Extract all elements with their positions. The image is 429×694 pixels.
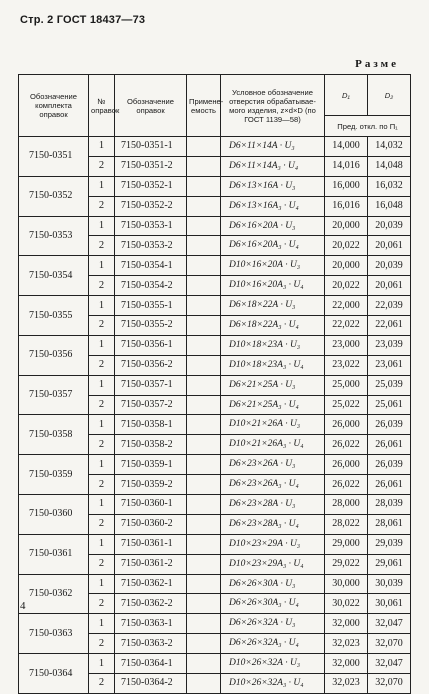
hole-condition: D6×23×26A₃ · U₄: [221, 475, 325, 495]
d1-value: 32,000: [325, 654, 368, 674]
hole-condition: D6×13×16A₃ · U₄: [221, 196, 325, 216]
applicability-cell: [187, 196, 221, 216]
d2-value: 22,039: [368, 296, 411, 316]
d1-value: 14,016: [325, 156, 368, 176]
d2-value: 14,032: [368, 137, 411, 157]
applicability-cell: [187, 514, 221, 534]
kit-designation: 7150-0356: [19, 335, 89, 375]
hole-condition: D6×11×14A · U₃: [221, 137, 325, 157]
d1-value: 20,000: [325, 216, 368, 236]
mandrel-code: 7150-0362-2: [115, 594, 187, 614]
kit-designation: 7150-0364: [19, 654, 89, 694]
mandrel-number: 1: [89, 216, 115, 236]
hole-condition: D6×21×25A₃ · U₄: [221, 395, 325, 415]
mandrel-code: 7150-0351-1: [115, 137, 187, 157]
d2-value: 16,048: [368, 196, 411, 216]
kit-designation: 7150-0354: [19, 256, 89, 296]
d1-value: 23,022: [325, 355, 368, 375]
d1-value: 25,000: [325, 375, 368, 395]
d2-value: 26,061: [368, 435, 411, 455]
applicability-cell: [187, 176, 221, 196]
header-condition: Условное обозначение отверстия обрабатывае-мого изделия, z×d×D (по ГОСТ 1139—58): [221, 75, 325, 137]
mandrel-number: 1: [89, 415, 115, 435]
d2-value: 25,061: [368, 395, 411, 415]
d1-value: 22,022: [325, 316, 368, 336]
hole-condition: D6×18×22A · U₃: [221, 296, 325, 316]
mandrel-number: 2: [89, 435, 115, 455]
mandrel-number: 1: [89, 296, 115, 316]
d1-value: 26,022: [325, 435, 368, 455]
mandrel-code: 7150-0353-2: [115, 236, 187, 256]
table-row: [19, 654, 411, 674]
applicability-cell: [187, 634, 221, 654]
table-row: [19, 137, 411, 157]
d1-value: 26,000: [325, 415, 368, 435]
mandrel-number: 1: [89, 137, 115, 157]
kit-designation: 7150-0355: [19, 296, 89, 336]
d2-value: 23,039: [368, 335, 411, 355]
table-row: [19, 415, 411, 435]
d1-value: 26,022: [325, 475, 368, 495]
header-kit: Обозначение комплекта оправок: [19, 75, 89, 137]
kit-designation: 7150-0363: [19, 614, 89, 654]
kit-designation: 7150-0351: [19, 137, 89, 177]
applicability-cell: [187, 316, 221, 336]
header-d1: D₁: [325, 75, 368, 116]
mandrel-code: 7150-0353-1: [115, 216, 187, 236]
table-row: [19, 176, 411, 196]
applicability-cell: [187, 495, 221, 515]
kit-designation: 7150-0358: [19, 415, 89, 455]
kit-designation: 7150-0362: [19, 574, 89, 614]
kit-designation: 7150-0353: [19, 216, 89, 256]
d2-value: 29,061: [368, 554, 411, 574]
table-body: [19, 137, 411, 694]
applicability-cell: [187, 674, 221, 694]
hole-condition: D6×21×25A · U₃: [221, 375, 325, 395]
applicability-cell: [187, 614, 221, 634]
applicability-cell: [187, 594, 221, 614]
mandrel-number: 2: [89, 674, 115, 694]
table-row: [19, 614, 411, 634]
table-row: [19, 534, 411, 554]
hole-condition: D6×26×32A₃ · U₄: [221, 634, 325, 654]
applicability-cell: [187, 216, 221, 236]
mandrel-code: 7150-0356-2: [115, 355, 187, 375]
hole-condition: D6×23×26A · U₃: [221, 455, 325, 475]
header-no: № оправок: [89, 75, 115, 137]
d1-value: 14,000: [325, 137, 368, 157]
mandrel-code: 7150-0357-2: [115, 395, 187, 415]
table-row: [19, 256, 411, 276]
hole-condition: D10×23×29A₃ · U₄: [221, 554, 325, 574]
applicability-cell: [187, 156, 221, 176]
table-row: [19, 296, 411, 316]
d2-value: 28,039: [368, 495, 411, 515]
mandrel-code: 7150-0362-1: [115, 574, 187, 594]
hole-condition: D10×26×32A₃ · U₄: [221, 674, 325, 694]
mandrel-number: 2: [89, 475, 115, 495]
mandrel-code: 7150-0355-2: [115, 316, 187, 336]
mandrel-code: 7150-0361-2: [115, 554, 187, 574]
mandrel-number: 1: [89, 256, 115, 276]
page-number: 4: [20, 600, 26, 612]
mandrel-number: 2: [89, 316, 115, 336]
hole-condition: D10×18×23A · U₃: [221, 335, 325, 355]
mandrel-number: 2: [89, 514, 115, 534]
hole-condition: D6×23×28A · U₃: [221, 495, 325, 515]
table-row: [19, 216, 411, 236]
mandrel-number: 2: [89, 355, 115, 375]
applicability-cell: [187, 355, 221, 375]
d1-value: 20,022: [325, 236, 368, 256]
applicability-cell: [187, 395, 221, 415]
d1-value: 23,000: [325, 335, 368, 355]
applicability-cell: [187, 435, 221, 455]
hole-condition: D10×23×29A · U₃: [221, 534, 325, 554]
mandrel-number: 2: [89, 196, 115, 216]
d1-value: 32,023: [325, 674, 368, 694]
d1-value: 20,022: [325, 276, 368, 296]
d1-value: 29,000: [325, 534, 368, 554]
mandrel-code: 7150-0364-2: [115, 674, 187, 694]
d2-value: 20,039: [368, 216, 411, 236]
applicability-cell: [187, 256, 221, 276]
mandrel-code: 7150-0364-1: [115, 654, 187, 674]
mandrel-code: 7150-0351-2: [115, 156, 187, 176]
mandrel-code: 7150-0358-1: [115, 415, 187, 435]
applicability-cell: [187, 137, 221, 157]
table-row: [19, 495, 411, 515]
mandrel-number: 1: [89, 574, 115, 594]
d2-value: 32,070: [368, 674, 411, 694]
d1-value: 30,000: [325, 574, 368, 594]
applicability-cell: [187, 554, 221, 574]
table-row: [19, 455, 411, 475]
d1-value: 28,000: [325, 495, 368, 515]
table-row: [19, 375, 411, 395]
d1-value: 32,000: [325, 614, 368, 634]
d2-value: 26,061: [368, 475, 411, 495]
d1-value: 22,000: [325, 296, 368, 316]
mandrel-number: 2: [89, 594, 115, 614]
d1-value: 16,000: [325, 176, 368, 196]
header-tolerance: Пред. откл. по П₁: [325, 116, 411, 137]
mandrel-number: 1: [89, 176, 115, 196]
mandrel-code: 7150-0354-1: [115, 256, 187, 276]
applicability-cell: [187, 574, 221, 594]
mandrel-number: 1: [89, 455, 115, 475]
mandrel-code: 7150-0361-1: [115, 534, 187, 554]
mandrel-number: 2: [89, 554, 115, 574]
page-header: Стр. 2 ГОСТ 18437—73: [20, 14, 146, 26]
table-row: [19, 335, 411, 355]
mandrel-number: 1: [89, 614, 115, 634]
hole-condition: D10×18×23A₃ · U₄: [221, 355, 325, 375]
hole-condition: D6×26×30A · U₃: [221, 574, 325, 594]
applicability-cell: [187, 335, 221, 355]
header-d2: D₂: [368, 75, 411, 116]
d2-value: 30,039: [368, 574, 411, 594]
mandrel-code: 7150-0363-2: [115, 634, 187, 654]
d2-value: 32,047: [368, 614, 411, 634]
d2-value: 20,061: [368, 236, 411, 256]
header-mandrel: Обозначение оправок: [115, 75, 187, 137]
d2-value: 26,039: [368, 455, 411, 475]
mandrel-code: 7150-0354-2: [115, 276, 187, 296]
d2-value: 25,039: [368, 375, 411, 395]
mandrel-number: 1: [89, 654, 115, 674]
mandrel-code: 7150-0360-2: [115, 514, 187, 534]
kit-designation: 7150-0361: [19, 534, 89, 574]
mandrel-code: 7150-0356-1: [115, 335, 187, 355]
d1-value: 25,022: [325, 395, 368, 415]
applicability-cell: [187, 534, 221, 554]
table-row: [19, 574, 411, 594]
d1-value: 28,022: [325, 514, 368, 534]
d2-value: 32,070: [368, 634, 411, 654]
mandrel-table: [18, 74, 411, 694]
applicability-cell: [187, 276, 221, 296]
mandrel-number: 2: [89, 634, 115, 654]
d1-value: 29,022: [325, 554, 368, 574]
hole-condition: D6×13×16A · U₃: [221, 176, 325, 196]
hole-condition: D10×21×26A · U₃: [221, 415, 325, 435]
mandrel-number: 2: [89, 156, 115, 176]
section-label-razme: Разме: [355, 58, 399, 70]
mandrel-code: 7150-0355-1: [115, 296, 187, 316]
d1-value: 32,023: [325, 634, 368, 654]
mandrel-code: 7150-0352-1: [115, 176, 187, 196]
mandrel-code: 7150-0358-2: [115, 435, 187, 455]
d2-value: 16,032: [368, 176, 411, 196]
applicability-cell: [187, 475, 221, 495]
applicability-cell: [187, 654, 221, 674]
applicability-cell: [187, 415, 221, 435]
mandrel-code: 7150-0357-1: [115, 375, 187, 395]
mandrel-code: 7150-0360-1: [115, 495, 187, 515]
hole-condition: D6×23×28A₃ · U₄: [221, 514, 325, 534]
d2-value: 32,047: [368, 654, 411, 674]
mandrel-code: 7150-0359-2: [115, 475, 187, 495]
d2-value: 29,039: [368, 534, 411, 554]
d2-value: 30,061: [368, 594, 411, 614]
hole-condition: D10×16×20A · U₃: [221, 256, 325, 276]
hole-condition: D10×16×20A₃ · U₄: [221, 276, 325, 296]
d1-value: 16,016: [325, 196, 368, 216]
mandrel-number: 2: [89, 236, 115, 256]
header-application: Примене-емость: [187, 75, 221, 137]
kit-designation: 7150-0360: [19, 495, 89, 535]
hole-condition: D6×11×14A₃ · U₄: [221, 156, 325, 176]
d2-value: 20,061: [368, 276, 411, 296]
hole-condition: D6×18×22A₃ · U₄: [221, 316, 325, 336]
hole-condition: D6×16×20A₃ · U₄: [221, 236, 325, 256]
mandrel-number: 2: [89, 395, 115, 415]
applicability-cell: [187, 455, 221, 475]
d2-value: 26,039: [368, 415, 411, 435]
applicability-cell: [187, 296, 221, 316]
mandrel-number: 1: [89, 375, 115, 395]
d1-value: 26,000: [325, 455, 368, 475]
kit-designation: 7150-0359: [19, 455, 89, 495]
mandrel-number: 1: [89, 335, 115, 355]
mandrel-code: 7150-0363-1: [115, 614, 187, 634]
kit-designation: 7150-0352: [19, 176, 89, 216]
d1-value: 20,000: [325, 256, 368, 276]
d2-value: 23,061: [368, 355, 411, 375]
d2-value: 28,061: [368, 514, 411, 534]
hole-condition: D6×16×20A · U₃: [221, 216, 325, 236]
hole-condition: D10×26×32A · U₃: [221, 654, 325, 674]
applicability-cell: [187, 236, 221, 256]
d2-value: 20,039: [368, 256, 411, 276]
hole-condition: D10×21×26A₃ · U₄: [221, 435, 325, 455]
d2-value: 14,048: [368, 156, 411, 176]
d2-value: 22,061: [368, 316, 411, 336]
d1-value: 30,022: [325, 594, 368, 614]
applicability-cell: [187, 375, 221, 395]
mandrel-number: 2: [89, 276, 115, 296]
mandrel-code: 7150-0359-1: [115, 455, 187, 475]
mandrel-code: 7150-0352-2: [115, 196, 187, 216]
mandrel-number: 1: [89, 495, 115, 515]
mandrel-number: 1: [89, 534, 115, 554]
kit-designation: 7150-0357: [19, 375, 89, 415]
hole-condition: D6×26×32A · U₃: [221, 614, 325, 634]
hole-condition: D6×26×30A₃ · U₄: [221, 594, 325, 614]
